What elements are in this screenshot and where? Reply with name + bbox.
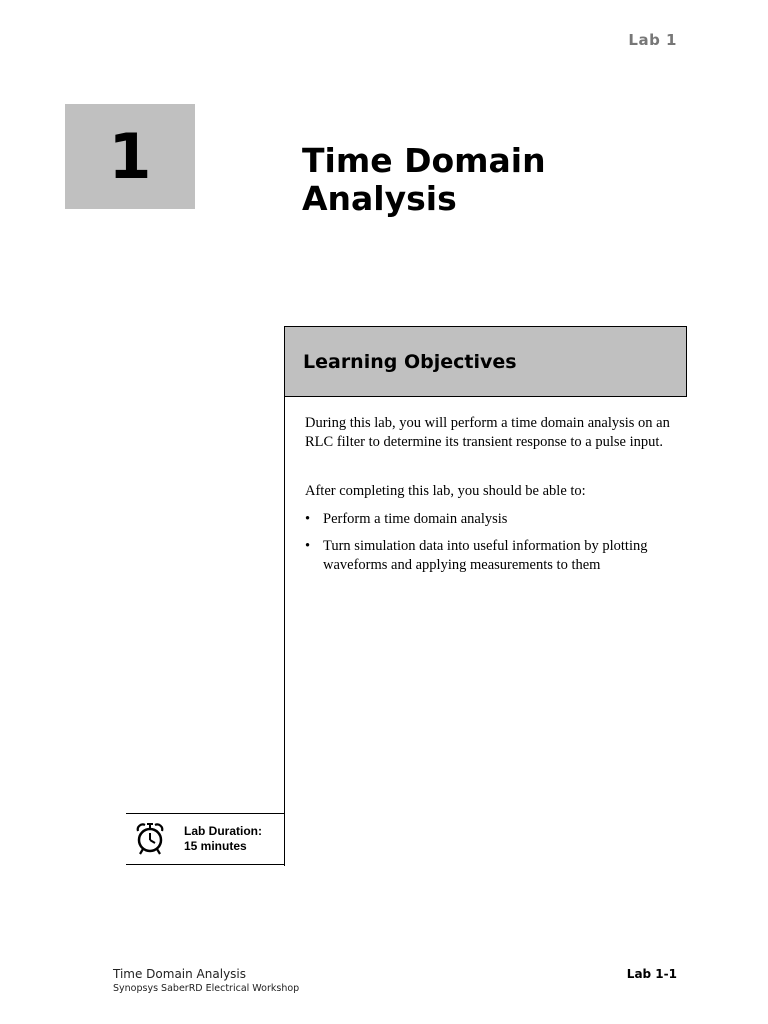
footer-subtitle: Synopsys SaberRD Electrical Workshop bbox=[113, 983, 300, 994]
list-item bbox=[305, 537, 675, 575]
lab-duration-text bbox=[184, 824, 262, 854]
learning-objectives-title: Learning Objectives bbox=[303, 351, 517, 373]
bullet-icon: • bbox=[305, 511, 311, 527]
footer-page-number: Lab 1-1 bbox=[626, 967, 677, 981]
list-item-text: Turn simulation data into useful information by plotting waveforms and applying measurements to them bbox=[323, 538, 648, 573]
objectives-body bbox=[305, 414, 675, 583]
objectives-lead-in: After completing this lab, you should be able to: bbox=[305, 483, 586, 499]
list-item bbox=[305, 510, 675, 529]
lab-duration-box bbox=[126, 813, 285, 865]
lab-duration-value: 15 minutes bbox=[184, 839, 247, 853]
footer-title: Time Domain Analysis bbox=[113, 967, 247, 981]
vertical-divider bbox=[284, 397, 285, 866]
alarm-clock-icon bbox=[135, 822, 165, 856]
learning-objectives-header bbox=[284, 326, 687, 397]
page-title-line-2: Analysis bbox=[302, 179, 457, 218]
page-title bbox=[302, 142, 662, 218]
objectives-intro: During this lab, you will perform a time domain analysis on an RLC filter to determine its transient response to a pulse input. bbox=[305, 415, 670, 450]
header-lab-label: Lab 1 bbox=[628, 31, 677, 49]
footer-left bbox=[113, 967, 299, 994]
page-title-line-1: Time Domain bbox=[302, 141, 546, 180]
objectives-list bbox=[305, 510, 675, 575]
chapter-number: 1 bbox=[108, 120, 152, 193]
list-item-text: Perform a time domain analysis bbox=[323, 511, 508, 527]
chapter-number-box bbox=[65, 104, 195, 209]
bullet-icon: • bbox=[305, 538, 311, 554]
lab-duration-label: Lab Duration: bbox=[184, 824, 262, 838]
